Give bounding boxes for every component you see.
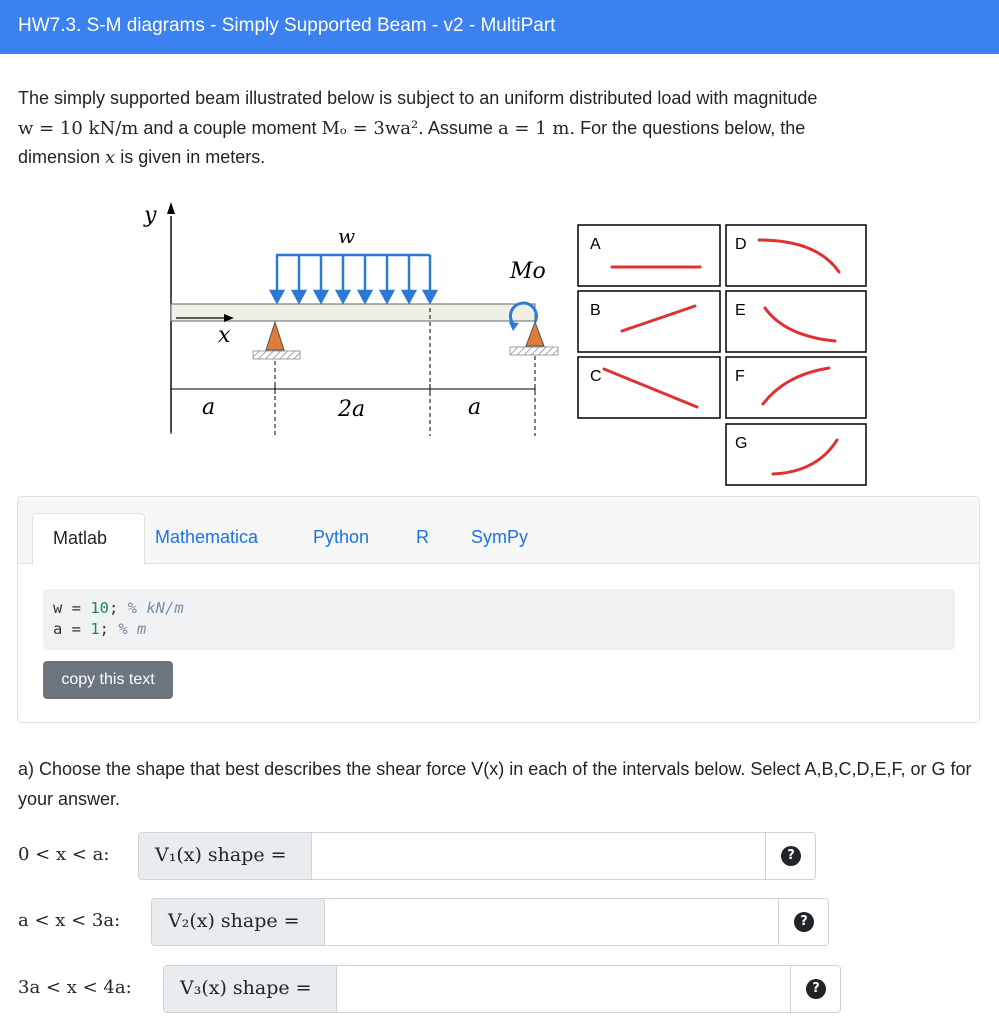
help-icon: ? [806, 979, 826, 999]
interval-label: 0 < x < a: [18, 844, 110, 865]
mo-expression: Mₒ = 3wa². [321, 117, 424, 139]
shape-options [577, 224, 872, 489]
v2-shape-input[interactable] [326, 899, 779, 945]
page-header [0, 0, 999, 54]
problem-statement [18, 84, 978, 173]
shape-label-f: F [735, 368, 745, 385]
moment-label: Mo [510, 259, 546, 284]
answer-input-group [138, 832, 816, 880]
code-line-1: w = 10; % kN/m [53, 599, 184, 617]
shape-label-g: G [735, 435, 748, 452]
input-prepend-label: V₃(x) shape = [164, 966, 337, 1012]
shape-box-f [726, 357, 866, 418]
tab-sympy[interactable]: SymPy [471, 527, 529, 547]
x-label: x [218, 323, 231, 348]
tab-matlab[interactable]: Matlab [32, 513, 145, 565]
shape-box-d [726, 225, 866, 286]
help-button[interactable] [765, 833, 815, 879]
shape-label-b: B [590, 302, 601, 319]
shape-box-g [726, 424, 866, 485]
input-prepend-label: V₁(x) shape = [139, 833, 312, 879]
answer-input-group [151, 898, 829, 946]
tab-python[interactable]: Python [313, 527, 370, 547]
dim-a-right: a [468, 395, 482, 420]
statement-line-2: w = 10 kN/m and a couple moment Mₒ = 3wa². Assume a = 1 m. For the questions below, the [18, 117, 806, 139]
statement-line-3: dimension x is given in meters. [18, 147, 266, 168]
answer-input-group [163, 965, 841, 1013]
v1-shape-input[interactable] [313, 833, 766, 879]
roller-support-right [526, 322, 544, 346]
copy-text-button[interactable]: copy this text [43, 661, 173, 699]
shape-label-d: D [735, 236, 747, 253]
beam-diagram [138, 196, 568, 441]
answer-row-v2 [18, 898, 830, 946]
page-title: HW7.3. S-M diagrams - Simply Supported Beam - v2 - MultiPart [18, 15, 556, 36]
shape-box-e [726, 291, 866, 352]
distributed-load-arrows [271, 255, 436, 302]
help-icon: ? [781, 846, 801, 866]
shape-label-c: C [590, 368, 602, 385]
v3-shape-input[interactable] [338, 966, 791, 1012]
code-block [43, 589, 955, 650]
shape-label-e: E [735, 302, 746, 319]
dim-2a: 2a [338, 397, 366, 422]
code-line-2: a = 1; % m [53, 619, 147, 638]
pin-support-left [266, 322, 284, 350]
y-axis-label: y [144, 203, 157, 228]
input-prepend-label: V₂(x) shape = [152, 899, 325, 945]
shape-label-a: A [590, 236, 601, 253]
code-tabs-card [17, 496, 980, 723]
tab-mathematica[interactable]: Mathematica [155, 527, 259, 547]
interval-label: 3a < x < 4a: [18, 977, 132, 998]
dim-a-left: a [202, 395, 216, 420]
question-part-a: a) Choose the shape that best describes the shear force V(x) in each of the intervals below. Select A,B,C,D,E,F, or G for your answer. [18, 759, 972, 809]
dimension-lines [171, 384, 535, 394]
tab-r[interactable]: R [416, 527, 429, 547]
statement-line-1: The simply supported beam illustrated below is subject to an uniform distributed load with magnitude [18, 88, 818, 108]
shape-box-a [578, 225, 720, 286]
answer-row-v3 [18, 965, 842, 1013]
interval-label: a < x < 3a: [18, 910, 121, 931]
help-icon: ? [794, 912, 814, 932]
answer-row-v1 [18, 832, 818, 880]
tabs-header [18, 497, 979, 564]
y-axis-arrow-icon [167, 202, 175, 214]
load-label: w [338, 224, 356, 248]
a-expression: a = 1 m. [497, 117, 576, 139]
help-button[interactable] [778, 899, 828, 945]
w-expression: w = 10 kN/m [18, 117, 139, 139]
help-button[interactable] [790, 966, 840, 1012]
